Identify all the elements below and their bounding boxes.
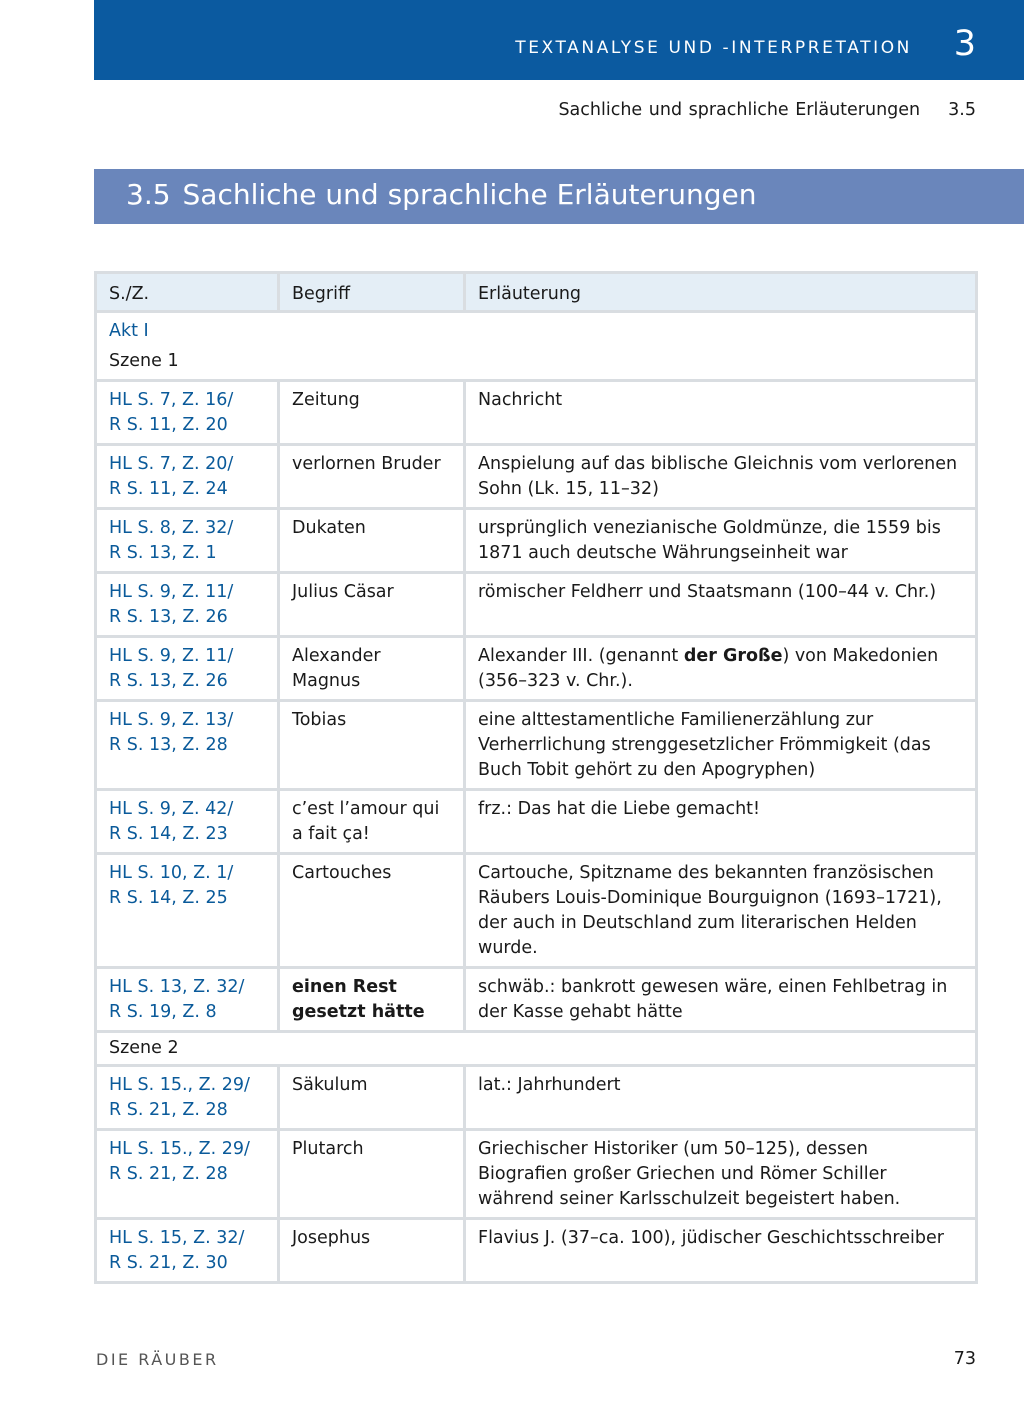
table-row	[97, 702, 978, 791]
reference-cell: HL S. 9, Z. 11/ R S. 13, Z. 26	[97, 574, 280, 638]
glossary-table	[94, 271, 978, 1284]
explanation-cell: römischer Feldherr und Staatsmann (100–44 v. Chr.)	[466, 574, 978, 638]
term-cell: Zeitung	[280, 382, 466, 446]
column-header-reference: S./Z.	[97, 274, 280, 313]
table-row	[97, 382, 978, 446]
running-section-header	[558, 100, 976, 120]
explanation-cell: eine alttestamentliche Familienerzählung zur Verherrlichung strenggesetzlicher Frömmigkeit (das Buch Tobit gehört zu den Apogryphen)	[466, 702, 978, 791]
term-cell: verlornen Bruder	[280, 446, 466, 510]
reference-cell: HL S. 10, Z. 1/ R S. 14, Z. 25	[97, 855, 280, 969]
scene-row	[97, 1033, 978, 1067]
explanation-cell: schwäb.: bankrott gewesen wäre, einen Fehlbetrag in der Kasse gehabt hätte	[466, 969, 978, 1033]
table-row	[97, 1131, 978, 1220]
explanation-cell: Alexander III. (genannt der Große) von Makedonien (356–323 v. Chr.).	[466, 638, 978, 702]
reference-cell: HL S. 8, Z. 32/ R S. 13, Z. 1	[97, 510, 280, 574]
reference-cell: HL S. 9, Z. 11/ R S. 13, Z. 26	[97, 638, 280, 702]
term-cell: Julius Cäsar	[280, 574, 466, 638]
scene-label: Szene 2	[97, 1033, 978, 1067]
table-row	[97, 446, 978, 510]
explanation-cell: Nachricht	[466, 382, 978, 446]
page-number: 73	[953, 1349, 976, 1369]
reference-cell: HL S. 7, Z. 16/ R S. 11, Z. 20	[97, 382, 280, 446]
explanation-cell: Anspielung auf das biblische Gleichnis vom verlorenen Sohn (Lk. 15, 11–32)	[466, 446, 978, 510]
column-header-term: Begriff	[280, 274, 466, 313]
term-cell: Cartouches	[280, 855, 466, 969]
term-cell: Säkulum	[280, 1067, 466, 1131]
scene-label: Szene 1	[109, 351, 179, 371]
chapter-number: 3	[953, 24, 976, 64]
reference-cell: HL S. 15., Z. 29/ R S. 21, Z. 28	[97, 1131, 280, 1220]
running-section-title: Sachliche und sprachliche Erläuterungen	[558, 100, 921, 120]
explanation-cell: Cartouche, Spitzname des bekannten französischen Räubers Louis-Dominique Bourguignon (1693–1721), der auch in Deutschland zum literarischen Helden wurde.	[466, 855, 978, 969]
reference-cell: HL S. 9, Z. 42/ R S. 14, Z. 23	[97, 791, 280, 855]
act-label: Akt I	[109, 321, 149, 341]
reference-cell: HL S. 13, Z. 32/ R S. 19, Z. 8	[97, 969, 280, 1033]
act-scene-row	[97, 313, 978, 382]
section-heading-title: Sachliche und sprachliche Erläuterungen	[182, 178, 757, 211]
term-cell: c’est l’amour qui a fait ça!	[280, 791, 466, 855]
column-header-explanation: Erläuterung	[466, 274, 978, 313]
explanation-cell: frz.: Das hat die Liebe gemacht!	[466, 791, 978, 855]
explanation-cell: Flavius J. (37–ca. 100), jüdischer Geschichtsschreiber	[466, 1220, 978, 1284]
reference-cell: HL S. 15., Z. 29/ R S. 21, Z. 28	[97, 1067, 280, 1131]
explanation-cell: ursprünglich venezianische Goldmünze, die 1559 bis 1871 auch deutsche Währungseinheit war	[466, 510, 978, 574]
chapter-header-bar	[94, 0, 1024, 80]
term-cell: Josephus	[280, 1220, 466, 1284]
reference-cell: HL S. 9, Z. 13/ R S. 13, Z. 28	[97, 702, 280, 791]
term-cell: Alexander Magnus	[280, 638, 466, 702]
table-row	[97, 791, 978, 855]
section-heading	[126, 178, 756, 211]
footer-book-title: DIE RÄUBER	[96, 1350, 219, 1369]
table-row	[97, 638, 978, 702]
explanation-cell: lat.: Jahrhundert	[466, 1067, 978, 1131]
table-row	[97, 1067, 978, 1131]
reference-cell: HL S. 7, Z. 20/ R S. 11, Z. 24	[97, 446, 280, 510]
section-heading-number: 3.5	[126, 178, 171, 211]
chapter-title: TEXTANALYSE UND -INTERPRETATION	[515, 38, 912, 58]
term-cell: einen Rest gesetzt hätte	[280, 969, 466, 1033]
table-row	[97, 1220, 978, 1284]
term-cell: Tobias	[280, 702, 466, 791]
table-row	[97, 855, 978, 969]
table-row	[97, 969, 978, 1033]
term-cell: Plutarch	[280, 1131, 466, 1220]
table-row	[97, 574, 978, 638]
table-header-row	[97, 274, 978, 313]
section-banner	[94, 169, 1024, 224]
term-cell: Dukaten	[280, 510, 466, 574]
reference-cell: HL S. 15, Z. 32/ R S. 21, Z. 30	[97, 1220, 280, 1284]
table-row	[97, 510, 978, 574]
explanation-cell: Griechischer Historiker (um 50–125), dessen Biografien großer Griechen und Römer Schiller während seiner Karlsschulzeit begeistert haben.	[466, 1131, 978, 1220]
running-section-number: 3.5	[948, 100, 976, 120]
